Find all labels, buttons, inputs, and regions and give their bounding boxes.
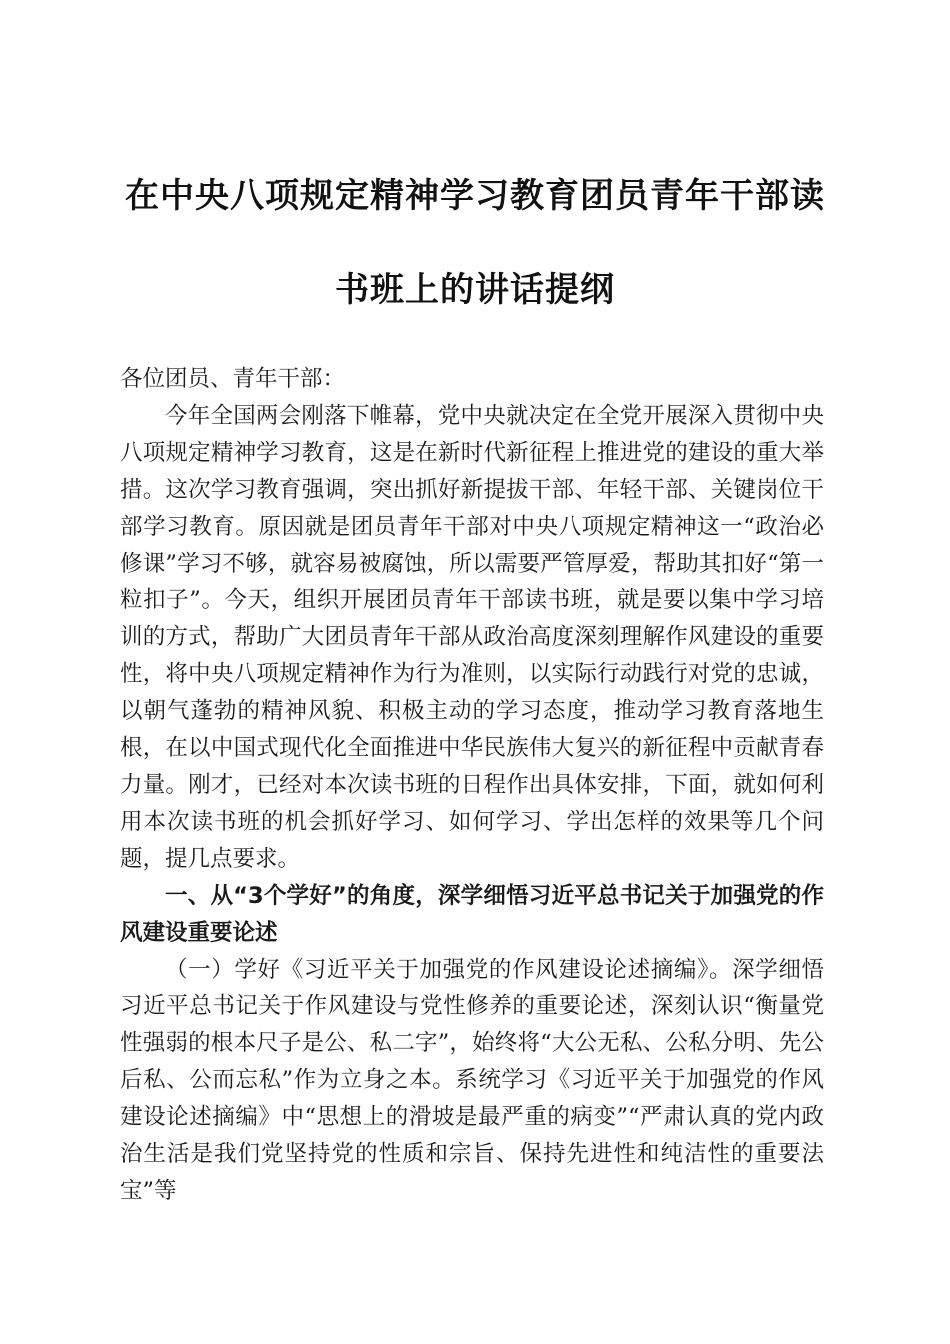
document-body	[120, 361, 824, 1210]
document-title-line-1: 在中央八项规定精神学习教育团员青年干部读	[125, 176, 825, 216]
paragraph-intro: 今年全国两会刚落下帷幕，党中央就决定在全党开展深入贯彻中央八项规定精神学习教育，这是在新时代新征程上推进党的建设的重大举措。这次学习教育强调，突出抓好新提拔干部、年轻干部、关键岗位干部学习教育。原因就是团员青年干部对中央八项规定精神这一“政治必修课”学习不够，就容易被腐蚀，所以需要严管厚爱，帮助其扣好“第一粒扣子”。今天，组织开展团员青年干部读书班，就是要以集中学习培训的方式，帮助广大团员青年干部从政治高度深刻理解作风建设的重要性，将中央八项规定精神作为行为准则，以实际行动践行对党的忠诚，以朝气蓬勃的精神风貌、积极主动的学习态度，推动学习教育落地生根，在以中国式现代化全面推进中华民族伟大复兴的新征程中贡献青春力量。刚才，已经对本次读书班的日程作出具体安排，下面，就如何利用本次读书班的机会抓好学习、如何学习、学出怎样的效果等几个问题，提几点要求。	[120, 402, 824, 872]
paragraph-subsection-1: （一）学好《习近平关于加强党的作风建设论述摘编》。深学细悟习近平总书记关于作风建设与党性修养的重要论述，深刻认识“衡量党性强弱的根本尺子是公、私二字”，始终将“大公无私、公私分明、先公后私、公而忘私”作为立身之本。系统学习《习近平关于加强党的作风建设论述摘编》中“思想上的滑坡是最严重的病变”“严肃认真的党内政治生活是我们党坚持党的性质和宗旨、保持先进性和纯洁性的重要法宝”等	[120, 956, 824, 1204]
document-title-line-2: 书班上的讲话提纲	[335, 270, 615, 310]
section-heading-1: 一、从“3个学好”的角度，深学细悟习近平总书记关于加强党的作风建设重要论述	[120, 882, 824, 946]
salutation: 各位团员、青年干部：	[120, 366, 346, 392]
